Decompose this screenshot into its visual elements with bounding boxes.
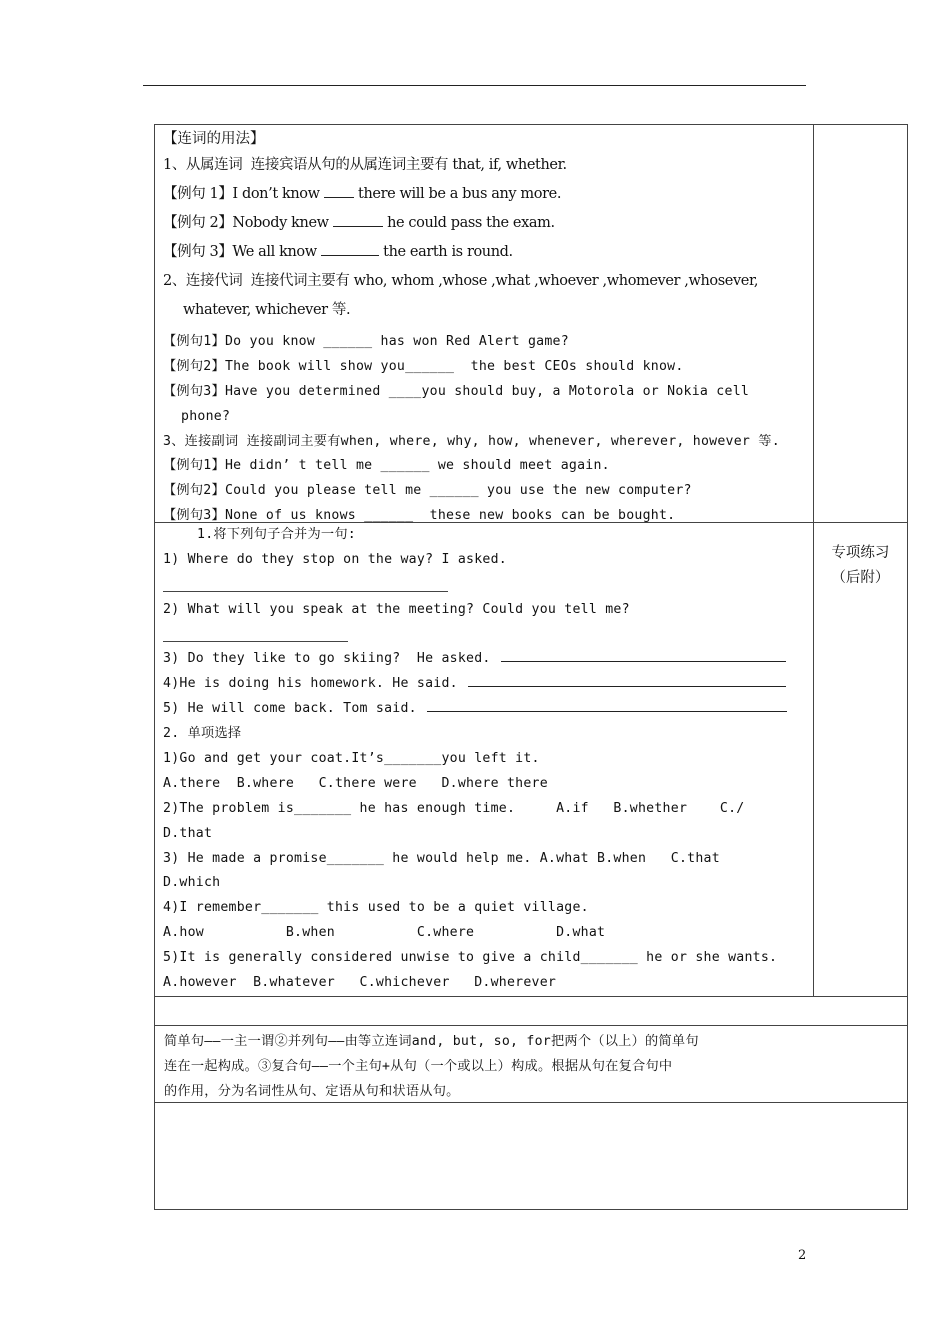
mc-question-2: 2)The problem is_______ he has enough time. A.if B.whether C./ (163, 800, 745, 816)
question-2: 2) What will you speak at the meeting? Could you tell me? (163, 601, 630, 617)
summary-line-3: 的作用，分为名词性从句、定语从句和状语从句。 (164, 1083, 460, 1099)
answer-line-row (163, 573, 813, 598)
question-3: 3) Do they like to go skiing? He asked. (163, 647, 813, 672)
cell-side-label (813, 523, 907, 997)
mc-question-3-cont: D.which (163, 875, 221, 891)
side-label: 专项练习 （后附） (831, 545, 890, 586)
cell-blank (155, 997, 908, 1026)
mc-question-5: 5)It is generally considered unwise to give a child_______ he or she wants. (163, 950, 778, 966)
row-notes (155, 1103, 908, 1210)
mc-question-3: 3) He made a promise_______ he would help me. A.what B.when C.that (163, 850, 720, 866)
blank (333, 212, 383, 227)
example-sentence: 【例句2】The book will show you______ the best CEOs should know. (163, 358, 684, 374)
cell-exercises (155, 523, 814, 997)
section-heading: 【连词的用法】 (163, 131, 265, 147)
cell-notes (155, 1103, 908, 1210)
pronoun-title-cont: whatever, whichever 等. (183, 302, 351, 318)
worksheet-table (154, 124, 908, 1210)
row-blank (155, 997, 908, 1026)
answer-line (163, 591, 448, 592)
answer-line (427, 697, 787, 712)
subordinating-title: 1、从属连词 连接宾语从句的从属连词主要有 that, if, whether. (163, 157, 567, 173)
answer-line (501, 647, 786, 662)
example-sentence: 【例句 1】I don’t know there will be a bus any more. (163, 180, 813, 209)
question-1: 1) Where do they stop on the way? I asked. (163, 551, 507, 567)
example-sentence: 【例句3】Have you determined ____you should buy, a Motorola or Nokia cell (163, 383, 750, 399)
mc-options-4: A.how B.when C.where D.what (163, 925, 606, 941)
adverb-title: 3、连接副词 连接副词主要有when, where, why, how, whenever, wherever, however 等. (163, 433, 780, 449)
cell-side-empty (813, 125, 907, 523)
mc-options-5: A.however B.whatever C.whichever D.wherever (163, 975, 557, 991)
mc-question-2-cont: D.that (163, 825, 213, 841)
summary-line-2: 连在一起构成。③复合句——一个主句+从句（一个或以上）构成。根据从句在复合句中 (164, 1058, 673, 1074)
example-sentence-cont: phone? (181, 408, 231, 424)
mc-question-1: 1)Go and get your coat.It’s_______you left it. (163, 751, 540, 767)
page-number: 2 (798, 1248, 807, 1263)
task2-title: 2. 单项选择 (163, 726, 242, 742)
example-sentence: 【例句2】Could you please tell me ______ you use the new computer? (163, 483, 692, 499)
row-conjunction-usage (155, 125, 908, 523)
example-sentence: 【例句 3】We all know the earth is round. (163, 238, 813, 267)
question-5: 5) He will come back. Tom said. (163, 697, 813, 722)
example-sentence: 【例句1】Do you know ______ has won Red Alert game? (163, 334, 569, 349)
task1-title: 1.将下列句子合并为一句: (197, 527, 356, 542)
blank (324, 183, 354, 198)
blank (321, 241, 379, 256)
question-4: 4)He is doing his homework. He said. (163, 672, 813, 697)
row-exercises (155, 523, 908, 997)
example-sentence: 【例句3】None of us knows ______ these new books can be bought. (163, 508, 676, 524)
mc-question-4: 4)I remember_______ this used to be a quiet village. (163, 900, 589, 916)
answer-line (468, 672, 786, 687)
answer-line-row (163, 623, 813, 648)
cell-sentence-types (155, 1026, 908, 1103)
cell-conjunction-usage (155, 125, 814, 523)
example-sentence: 【例句1】He didn’ t tell me ______ we should meet again. (163, 458, 610, 474)
row-sentence-types (155, 1026, 908, 1103)
header-rule (143, 85, 806, 86)
mc-options-1: A.there B.where C.there were D.where there (163, 775, 548, 791)
summary-line-1: 简单句——一主一谓②并列句——由等立连词and, but, so, for把两个（以上）的简单句 (164, 1034, 699, 1049)
pronoun-title: 2、连接代词 连接代词主要有 who, whom ,whose ,what ,whoever ,whomever ,whosever, (163, 273, 759, 289)
example-sentence: 【例句 2】Nobody knew he could pass the exam. (163, 209, 813, 238)
answer-line (163, 641, 348, 642)
